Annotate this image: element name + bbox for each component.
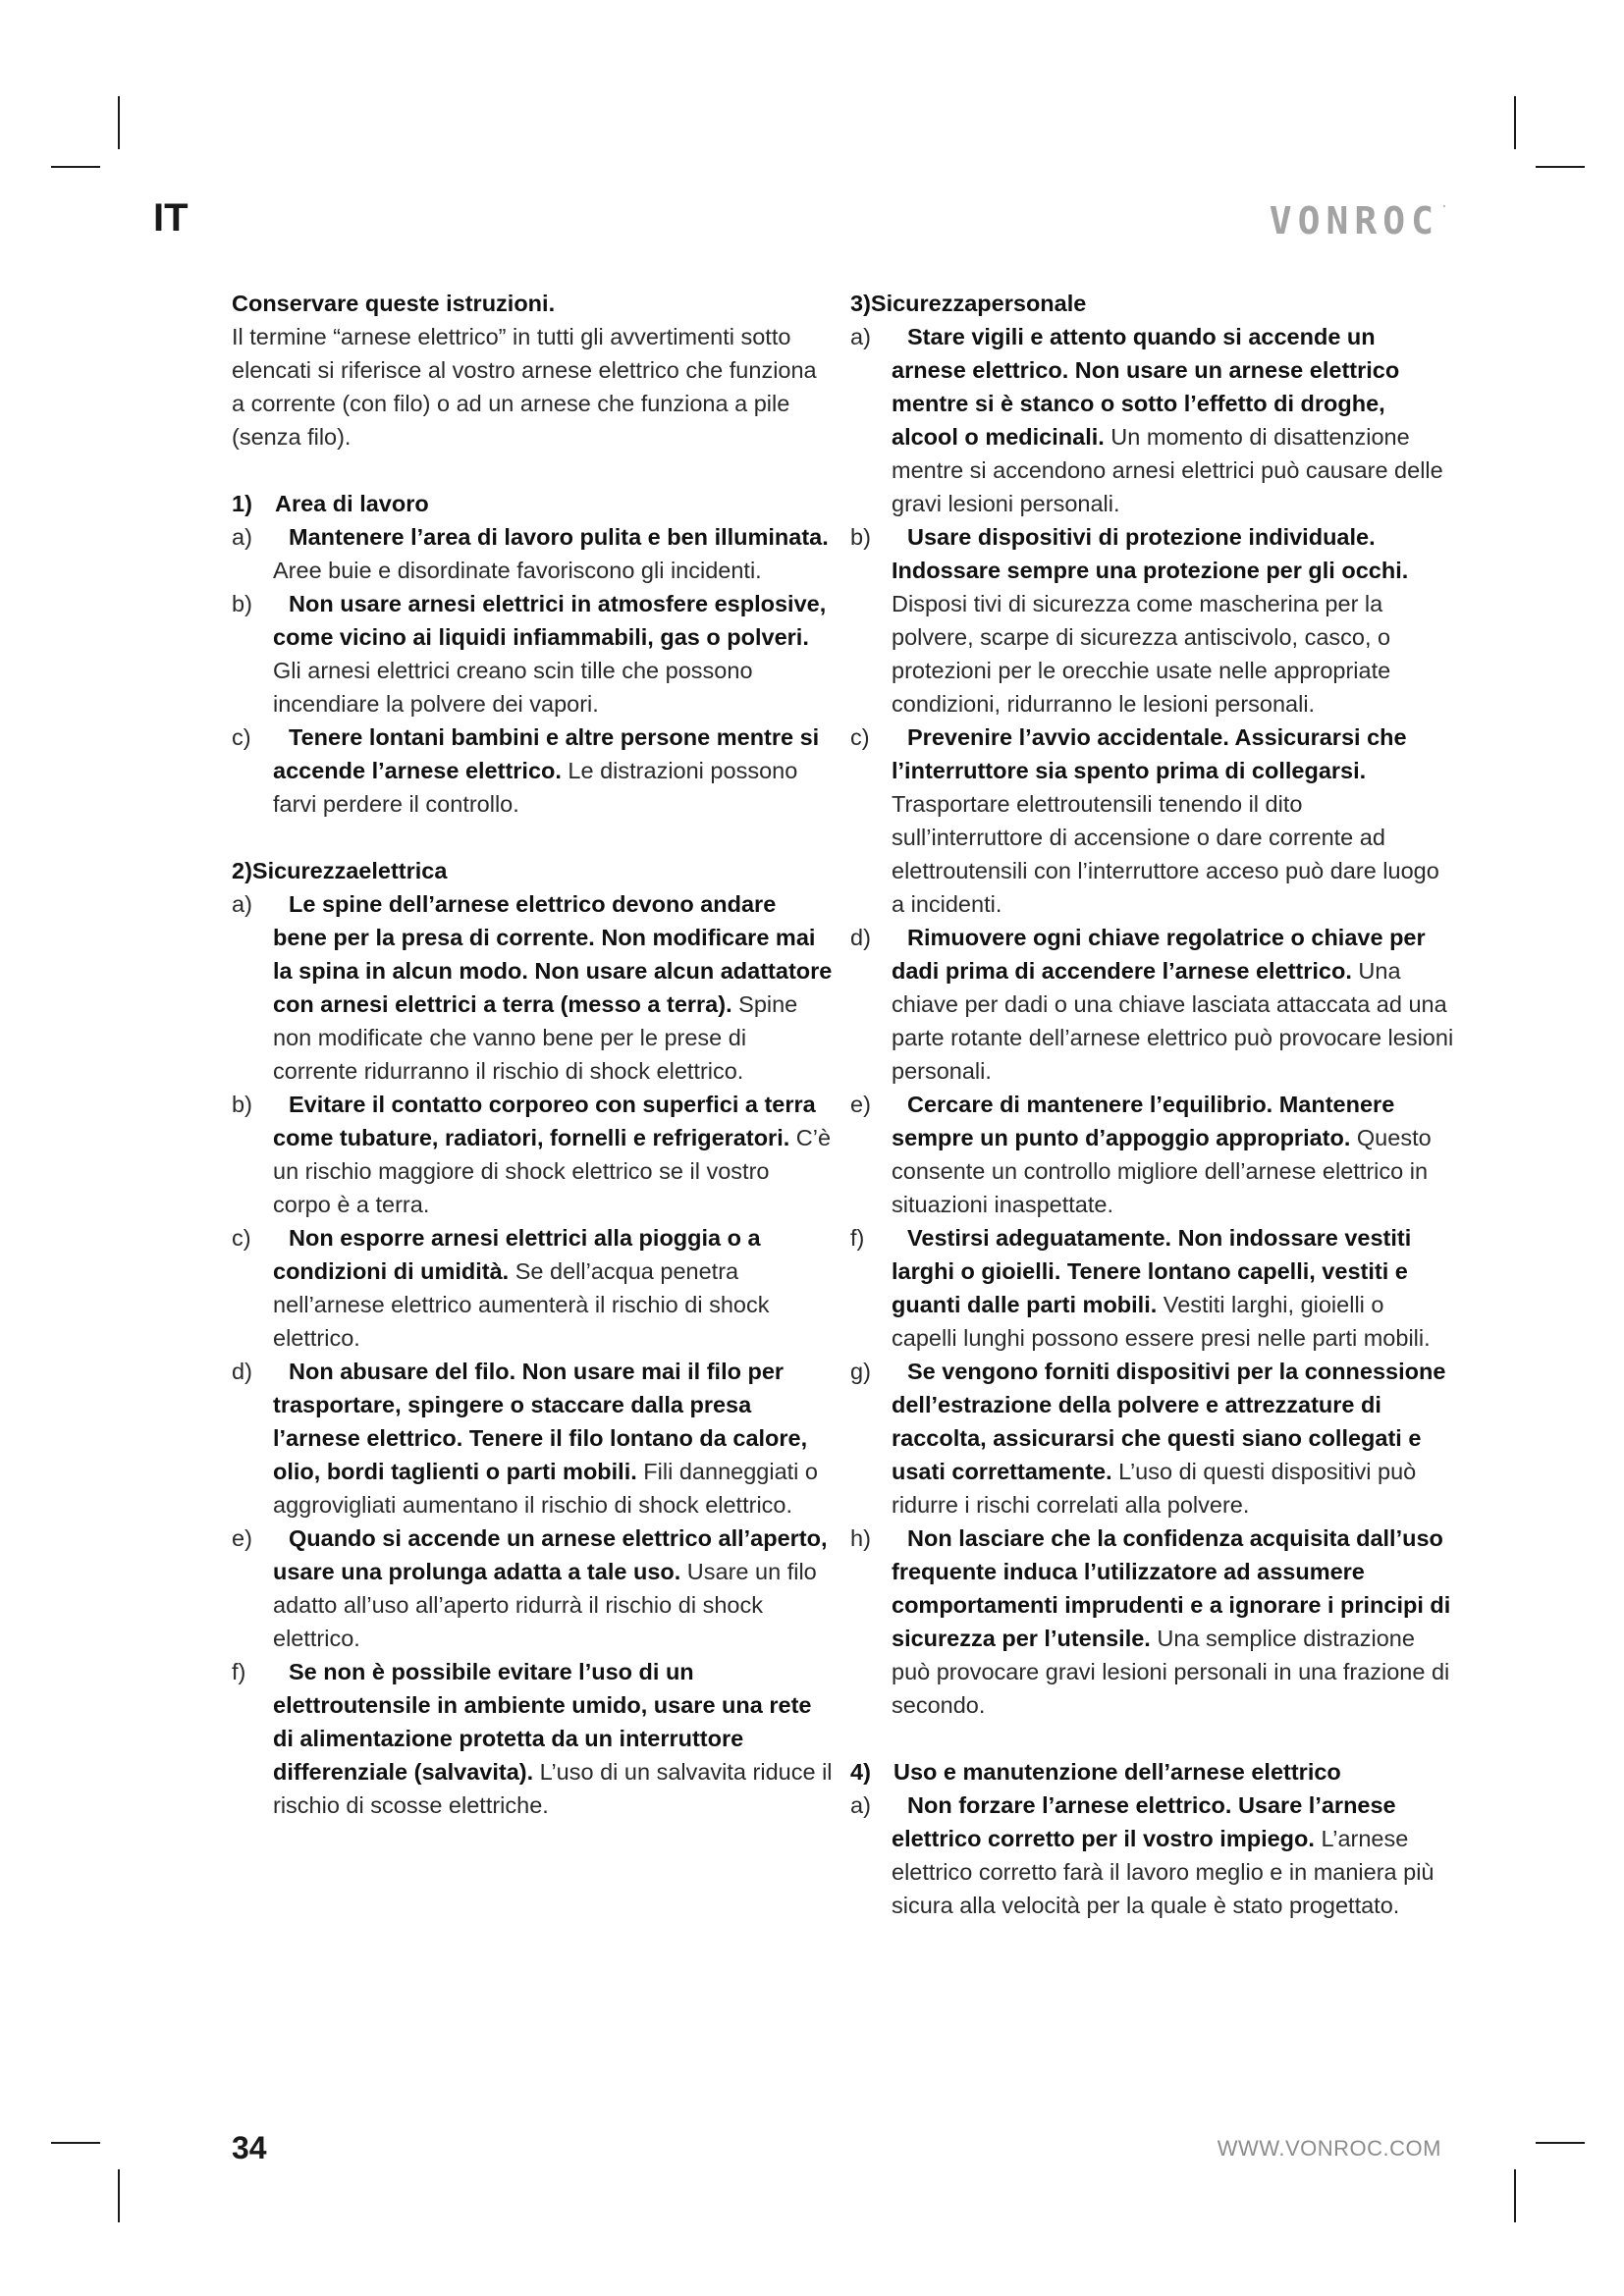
intro-title: Conservare queste istruzioni. — [232, 291, 556, 316]
list-item-text: Trasportare elettroutensili tenendo il dito sull’interruttore di accensione o dare corrente ad elettroutensili con l’interruttore acceso può dare luogo a incidenti. — [892, 791, 1439, 917]
list-item — [850, 1221, 1455, 1355]
list-item-warning: Non usare arnesi elettrici in atmosfere esplosive, come vicino ai liquidi infiammabili, gas o polveri. — [273, 591, 827, 650]
list-item — [232, 1522, 833, 1655]
list-item — [850, 1522, 1455, 1722]
brand-trademark-mark: . — [1440, 199, 1447, 210]
list-item-body — [273, 1655, 833, 1822]
list-item — [232, 520, 833, 587]
list-item-body — [273, 1221, 833, 1355]
section-title-personal-safety: 3)Sicurezzapersonale — [850, 291, 1087, 316]
list-item-text: Questo consente un controllo migliore dell’arnese elettrico in situazioni inaspettate. — [892, 1125, 1432, 1217]
crop-mark-bottom-left-h — [51, 2142, 100, 2144]
electrical-safety-list — [232, 887, 833, 1822]
list-item-text: L’uso di questi dispositivi può ridurre i rischi correlati alla polvere. — [892, 1459, 1417, 1518]
list-item-warning: Non forzare l’arnese elettrico. Usare l’arnese elettrico corretto per il vostro impiego. — [892, 1792, 1396, 1851]
intro-text: Il termine “arnese elettrico” in tutti gli avvertimenti sotto elencati si riferisce al vostro arnese elettrico che funziona a corrente (con filo) o ad un arnese che funziona a pile (senza filo). — [232, 324, 817, 450]
crop-mark-top-right-v — [1514, 96, 1516, 149]
list-item-warning: Non esporre arnesi elettrici alla pioggia o a condizioni di umidità. — [273, 1225, 761, 1284]
section-number: 1) — [232, 491, 252, 516]
list-item-label: a) — [850, 324, 871, 349]
list-item-warning: Usare dispositivi di protezione individuale. Indossare sempre una protezione per gli occhi. — [892, 524, 1409, 583]
section-title-work-area — [232, 487, 833, 520]
list-item-text: Disposi tivi di sicurezza come mascherina per la polvere, scarpe di sicurezza antiscivolo, casco, o protezioni per le orecchie usate nelle appropriate condizioni, ridurranno le lesioni personali. — [892, 591, 1391, 717]
list-item-warning: Se vengono forniti dispositivi per la connessione dell’estrazione della polvere e attrezzature di raccolta, assicurarsi che questi siano collegati e usati correttamente. — [892, 1359, 1446, 1484]
crop-mark-top-right-h — [1536, 166, 1585, 168]
crop-mark-bottom-left-v — [118, 2169, 120, 2222]
crop-mark-bottom-right-v — [1514, 2169, 1516, 2222]
list-item-text: Una semplice distrazione può provocare gravi lesioni personali in una frazione di secondo. — [892, 1626, 1450, 1718]
list-item-label: b) — [232, 1092, 252, 1117]
list-item-label: d) — [850, 925, 871, 950]
list-item — [232, 1221, 833, 1355]
list-item — [850, 320, 1455, 520]
list-item-body — [892, 921, 1455, 1088]
list-item — [232, 721, 833, 821]
brand-name: VONROC — [1269, 199, 1439, 242]
list-item-label: f) — [850, 1225, 865, 1251]
list-item-body — [273, 587, 833, 721]
list-item-body — [273, 520, 833, 587]
list-item-body — [273, 1522, 833, 1655]
list-item-body — [892, 520, 1455, 721]
list-item — [850, 1355, 1455, 1522]
list-item-warning: Non abusare del filo. Non usare mai il filo per trasportare, spingere o staccare dalla presa l’arnese elettrico. Tenere il filo lontano da calore, olio, bordi taglienti o parti mobili. — [273, 1359, 808, 1484]
list-item-text: Vestiti larghi, gioielli o capelli lunghi possono essere presi nelle parti mobili. — [892, 1292, 1431, 1351]
list-item-body — [273, 1355, 833, 1522]
list-item — [232, 887, 833, 1088]
list-item-text: Se dell’acqua penetra nell’arnese elettrico aumenterà il rischio di shock elettrico. — [273, 1258, 770, 1351]
list-item-label: h) — [850, 1525, 871, 1551]
list-item-label: a) — [232, 524, 252, 550]
list-item-text: L’uso di un salvavita riduce il rischio di scosse elettriche. — [273, 1759, 833, 1818]
list-item — [850, 520, 1455, 721]
list-item-body — [892, 1522, 1455, 1722]
section-title-text: Area di lavoro — [275, 491, 429, 516]
personal-safety-list — [850, 320, 1455, 1722]
right-column — [850, 287, 1455, 1922]
list-item-body — [892, 1088, 1455, 1221]
list-item-warning: Stare vigili e attento quando si accende un arnese elettrico. Non usare un arnese elettrico mentre si è stanco o sotto l’effetto di droghe, alcool o medicinali. — [892, 324, 1400, 450]
list-item-warning: Rimuovere ogni chiave regolatrice o chiave per dadi prima di accendere l’arnese elettrico. — [892, 925, 1426, 984]
language-code: IT — [153, 196, 189, 240]
list-item-body — [273, 721, 833, 821]
list-item — [850, 1789, 1455, 1922]
brand-logo — [1270, 199, 1447, 242]
list-item-label: f) — [232, 1659, 246, 1684]
list-item-label: b) — [232, 591, 252, 616]
list-item-text: Una chiave per dadi o una chiave lasciata attaccata ad una parte rotante dell’arnese elettrico può provocare lesioni personali. — [892, 958, 1454, 1084]
section-title-tool-use — [850, 1755, 1455, 1789]
list-item — [850, 1088, 1455, 1221]
list-item — [232, 1088, 833, 1221]
crop-mark-top-left-h — [51, 166, 100, 168]
list-item — [850, 921, 1455, 1088]
crop-mark-top-left-v — [118, 96, 120, 149]
list-item-body — [892, 1355, 1455, 1522]
list-item-warning: Quando si accende un arnese elettrico all’aperto, usare una prolunga adatta a tale uso. — [273, 1525, 828, 1584]
list-item-label: b) — [850, 524, 871, 550]
list-item-label: e) — [232, 1525, 252, 1551]
list-item-text: Un momento di disattenzione mentre si accendono arnesi elettrici può causare delle gravi lesioni personali. — [892, 424, 1443, 516]
list-item-label: c) — [232, 724, 251, 750]
list-item — [232, 1655, 833, 1822]
list-item-body — [892, 721, 1455, 921]
list-item-label: a) — [850, 1792, 871, 1818]
list-item-warning: Evitare il contatto corporeo con superfici a terra come tubature, radiatori, fornelli e refrigeratori. — [273, 1092, 816, 1150]
list-item-text: L’arnese elettrico corretto farà il lavoro meglio e in maniera più sicura alla velocità per la quale è stato progettato. — [892, 1826, 1435, 1918]
website-link[interactable]: WWW.VONROC.COM — [1217, 2136, 1441, 2161]
list-item-label: d) — [232, 1359, 252, 1384]
list-item-body — [273, 887, 833, 1088]
list-item-label: e) — [850, 1092, 871, 1117]
list-item-label: c) — [850, 724, 870, 750]
tool-use-list — [850, 1789, 1455, 1922]
list-item-warning: Vestirsi adeguatamente. Non indossare vestiti larghi o gioielli. Tenere lontano capelli, vestiti e guanti dalle parti mobili. — [892, 1225, 1412, 1317]
list-item-body — [892, 320, 1455, 520]
list-item-body — [892, 1789, 1455, 1922]
list-item-warning: Non lasciare che la confidenza acquisita dall’uso frequente induca l’utilizzatore ad assumere comportamenti imprudenti e a ignorare i principi di sicurezza per l’utensile. — [892, 1525, 1451, 1651]
section-number: 4) — [850, 1759, 871, 1785]
list-item — [850, 721, 1455, 921]
list-item-label: a) — [232, 891, 252, 917]
list-item-warning: Le spine dell’arnese elettrico devono andare bene per la presa di corrente. Non modificare mai la spina in alcun modo. Non usare alcun adattatore con arnesi elettrici a terra (messo a terra). — [273, 891, 833, 1017]
list-item-text: Usare un filo adatto all’uso all’aperto ridurrà il rischio di shock elettrico. — [273, 1559, 817, 1651]
crop-mark-bottom-right-h — [1536, 2142, 1585, 2144]
list-item-warning: Cercare di mantenere l’equilibrio. Mantenere sempre un punto d’appoggio appropriato. — [892, 1092, 1395, 1150]
page-number: 34 — [232, 2130, 267, 2165]
list-item-warning: Tenere lontani bambini e altre persone mentre si accende l’arnese elettrico. — [273, 724, 820, 783]
list-item-warning: Se non è possibile evitare l’uso di un elettroutensile in ambiente umido, usare una rete di alimentazione protetta da un interruttore differenziale (salvavita). — [273, 1659, 812, 1785]
list-item-label: c) — [232, 1225, 251, 1251]
list-item — [232, 587, 833, 721]
list-item-text: Le distrazioni possono farvi perdere il controllo. — [273, 758, 798, 817]
work-area-list — [232, 520, 833, 821]
section-title-text: Uso e manutenzione dell’arnese elettrico — [893, 1759, 1341, 1785]
list-item — [232, 1355, 833, 1522]
list-item-label: g) — [850, 1359, 871, 1384]
list-item-body — [892, 1221, 1455, 1355]
list-item-warning: Prevenire l’avvio accidentale. Assicurarsi che l’interruttore sia spento prima di collegarsi. — [892, 724, 1407, 783]
list-item-text: Spine non modificate che vanno bene per le prese di corrente ridurranno il rischio di shock elettrico. — [273, 991, 798, 1084]
list-item-warning: Mantenere l’area di lavoro pulita e ben illuminata. — [289, 524, 829, 550]
list-item-text: Fili danneggiati o aggrovigliati aumentano il rischio di shock elettrico. — [273, 1459, 818, 1518]
list-item-text: Gli arnesi elettrici creano scin tille che possono incendiare la polvere dei vapori. — [273, 658, 753, 717]
left-column — [232, 287, 833, 1822]
section-title-electrical-safety: 2)Sicurezzaelettrica — [232, 858, 448, 883]
list-item-body — [273, 1088, 833, 1221]
list-item-text: Aree buie e disordinate favoriscono gli incidenti. — [273, 558, 762, 583]
list-item-text: C’è un rischio maggiore di shock elettrico se il vostro corpo è a terra. — [273, 1125, 832, 1217]
